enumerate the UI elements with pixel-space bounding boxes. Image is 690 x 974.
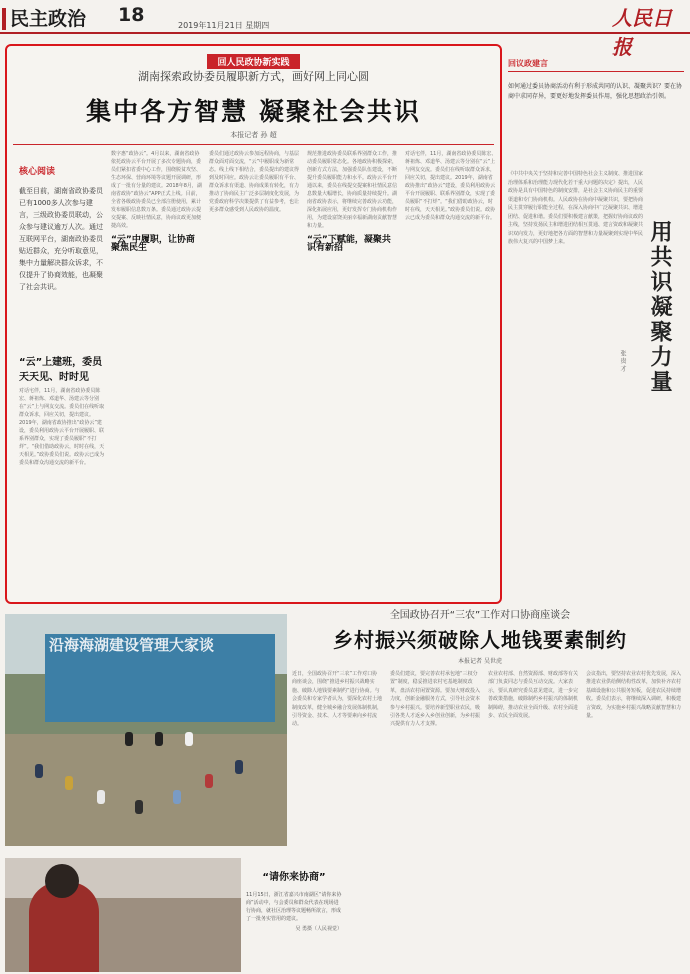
speaker bbox=[185, 732, 193, 746]
second-article-kicker: 全国政协召开“三农”工作对口协商座谈会 bbox=[389, 610, 571, 621]
commentary-body: 《中共中央关于坚持和完善中国特色社会主义制度、推进国家治理体系和治理能力现代化若干重大问题的决定》提出，人民政协是具有中国特色的制度安排，是社会主义协商民主的重要渠道和专门协商机构。人民政协在协商中凝聚共识，要把协商民主贯穿履行职能全过程，在深入协商中广泛凝聚共识、增进团结、促进和谐。委员们要积极建言献策，把握好协商议政的主线，坚持发扬民主和增进团结相互贯通、建言资政和凝聚共识双向发力，更好地把各方面的智慧和力量凝聚到实现中华民族伟大复兴的中国梦上来。 bbox=[508, 171, 643, 245]
article-headline: 集中各方智慧 凝聚社会共识 bbox=[86, 97, 421, 126]
lead-box bbox=[19, 164, 105, 517]
subhead-2: “云”中履职，让协商聚焦民生 bbox=[111, 235, 195, 253]
commentary-author: 张 贵 才 bbox=[619, 350, 626, 372]
photo-credit: 吴 勇摄（人民视觉） bbox=[295, 926, 342, 932]
second-article-column-1: 近日，全国政协召开“三农”工作对口协商座谈会，围绕“推进乡村振兴战略实施、破除人地钱要素制约”进行协商。与会委员和专家学者认为，要深化农村土地制度改革，健全城乡融合发展体制机制，引导资金、技术、人才等要素向乡村流动。 bbox=[292, 671, 382, 728]
article-byline: 本报记者 孙 超 bbox=[230, 131, 277, 139]
photo-title: “请你来协商” bbox=[262, 872, 326, 883]
second-article-column-4: 会议指出，要坚持农业农村优先发展，深入推进农业供给侧结构性改革，加快补齐农村基础设施和公共服务短板，促进农民持续增收。委员们表示，将继续深入调研，积极建言资政，为实施乡村振兴战略贡献智慧和力量。 bbox=[586, 671, 682, 720]
second-article-column-3: 农业农村部、自然资源部、财政部等有关部门负责同志与委员互动交流。大家表示，要认真研究委员意见建议，进一步完善政策措施，破除制约乡村振兴的体制机制障碍，推动农业全面升级、农村全面进步、农民全面发展。 bbox=[488, 671, 578, 720]
header-rule bbox=[13, 144, 494, 145]
article-column-5: 对话宅伴，11月，湖南省政协委员陈宏、蒋祖炼、邓道华、汤建云等分别在“云”上与网友交流。委员们在线听取群众诉求，回应关切，提出建议。2019年，湖南省政协推出“政协云”建设，委员利用政协云平台开展履职、联系界别群众，实现了委员履职“不打烊”。“我们借助政协云，时时在线，天天相见。”政协委员们说。政协云已成为委员和群众沟通交流的新平台。 bbox=[405, 151, 497, 221]
photo-caption bbox=[246, 868, 342, 933]
lead-title: 核心阅读 bbox=[19, 167, 56, 177]
section-title: 民主政治 bbox=[10, 8, 87, 30]
forum-photo bbox=[5, 614, 287, 846]
attendee bbox=[173, 790, 181, 804]
issue-date: 2019年11月21日 星期四 bbox=[178, 21, 270, 30]
attendee bbox=[97, 790, 105, 804]
attendee bbox=[135, 800, 143, 814]
photo-ground bbox=[5, 734, 287, 846]
commentary-header bbox=[508, 58, 684, 102]
attendee bbox=[35, 764, 43, 778]
article-column-2 bbox=[111, 150, 203, 598]
attendee bbox=[65, 776, 73, 790]
subhead-1: “云”上建班，委员天天见、时时见 bbox=[19, 357, 103, 383]
photo-caption-text: 11月15日，浙江省嘉兴市南湖区“请你来协商”活动中，与会委员和群众代表在现场进行协商，就社区治理等议题畅所欲言，形成了一批务实管用的建议。 bbox=[246, 892, 342, 922]
section-bar bbox=[2, 8, 6, 30]
second-article-column-2: 委员们建议，要完善农村承包地“三权分置”制度，稳妥推进农村宅基地制度改革，盘活农村闲置资源。要加大财政投入力度，创新金融服务方式，引导社会资本参与乡村振兴。要培养新型职业农民，吸引各类人才返乡入乡创业创新，为乡村振兴提供有力人才支撑。 bbox=[390, 671, 480, 728]
speaker-head bbox=[45, 864, 79, 898]
lead-text: 截至目前，湖南省政协委员已有1000多人次参与建言，三级政协委员联动，公众参与建议逾万人次。通过互联网平台，湖南政协委员贴近群众，充分听取意见，集中力量解决群众诉求，不仅提升了协商效能，也凝聚了社会共识。 bbox=[19, 187, 103, 291]
newspaper-logo: 人民日报 bbox=[612, 6, 672, 59]
attendee bbox=[205, 774, 213, 788]
article-tag: 回人民政协新实践 bbox=[207, 54, 299, 69]
page-header bbox=[0, 0, 690, 59]
second-article-byline: 本报记者 吴世虎 bbox=[458, 658, 502, 665]
commentary-tag: 回议政建言 bbox=[508, 58, 684, 72]
article-kicker: 湖南探索政协委员履职新方式，画好网上同心圆 bbox=[138, 70, 369, 83]
commentary-title: 用共识凝聚力量 bbox=[647, 220, 673, 395]
subhead-3: “云”下赋能，凝聚共识有新招 bbox=[307, 235, 391, 253]
column-4-text: 规范推进政协委员联系界别群众工作，推动委员履职常态化。各地政协积极探索，创新方式方法，加强委员队伍建设，不断提升委员履职能力和水平。政协云平台开通以来，委员在线提交提案和社情民意信息数量大幅增长，协商质量持续提升。湖南省政协表示，将继续完善政协云功能，深化拓展应用，更好发挥专门协商机构作用，为建设富饶美丽幸福新湖南贡献智慧和力量。 bbox=[307, 151, 398, 229]
commentary-quote: 如何通过委员协商活动有利于形成共同的认识、凝聚共识？要在协商中求同存异，要更好地发挥委员作用，强化思想政治引领。 bbox=[508, 83, 683, 100]
speaker bbox=[125, 732, 133, 746]
article-column-3: 委员们通过政协云参加远程协商，与基层群众面对面交流，“云”中履职成为新常态。线上线下相结合，委员提出的建议得到及时回应。政协云让委员履职有平台、群众诉求有渠道、协商成果有转化，有力推动了协商民主广泛多层制度化发展，为党委政府科学决策提供了有益参考，也让更多群众感受到人民政协的温度。 bbox=[209, 151, 300, 213]
consultation-photo bbox=[5, 858, 241, 972]
article-column-1: 对话宅伴，11月，湖南省政协委员陈宏、蒋祖炼、邓道华、汤建云等分别在“云”上与网友交流。委员们在线听取群众诉求，回应关切，提出建议。2019年，湖南省政协推出“政协云”建设，委员利用政协云平台开展履职、联系界别群众，实现了委员履职“不打烊”。“我们借助政协云，时时在线，天天相见。”政协委员们说。政协云已成为委员和群众沟通交流的新平台。 bbox=[19, 388, 105, 466]
photo-backdrop-text: 沿海海湖建设管理大家谈 bbox=[49, 636, 215, 654]
page-number: 18 bbox=[118, 4, 145, 26]
article-column-4 bbox=[307, 150, 399, 598]
second-article-headline: 乡村振兴须破除人地钱要素制约 bbox=[333, 628, 627, 652]
main-article bbox=[5, 44, 502, 604]
column-2-text: 数字惠“政协云”。4月以来，湖南省政协依托政协云平台开展了多次专题协商，委员们紧扣省委中心工作，围绕脱贫攻坚、生态环保、营商环境等议题开展调研，形成了一批有分量的建议。2018年8月，湖南省政协“政协云”APP正式上线。目前，全省各级政协委员已全部注册使用，累计发布履职信息数万条。委员通过政协云提交提案、反映社情民意，协商议政更加便捷高效。 bbox=[111, 151, 202, 229]
speaker bbox=[155, 732, 163, 746]
attendee bbox=[235, 760, 243, 774]
